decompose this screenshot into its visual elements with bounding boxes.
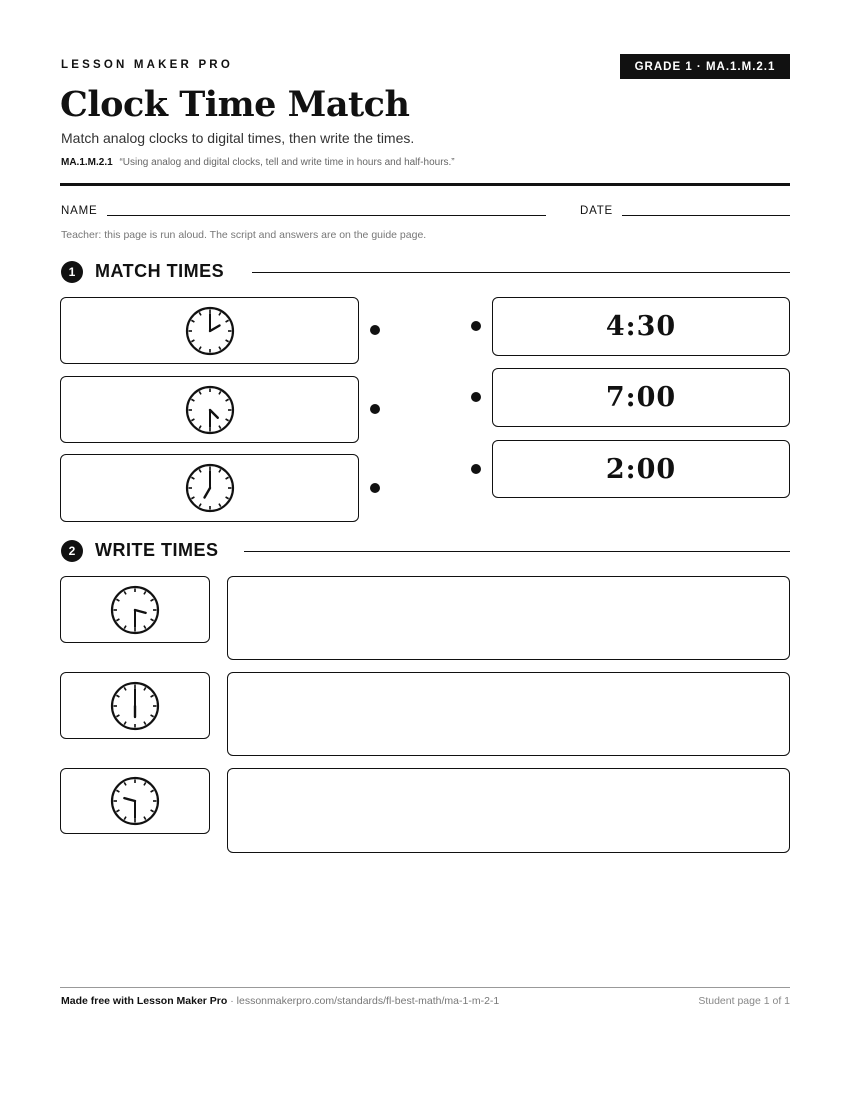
section-number-badge: 1 (61, 261, 83, 283)
page-indicator: Student page 1 of 1 (698, 995, 790, 1007)
match-dot-left[interactable] (370, 483, 380, 493)
section-number-badge: 2 (61, 540, 83, 562)
standard-text: “Using analog and digital clocks, tell and write time in hours and half-hours.” (119, 157, 455, 168)
standard-line (61, 157, 455, 168)
analog-clock-card[interactable] (60, 376, 359, 443)
brand-name: LESSON MAKER PRO (61, 59, 233, 71)
analog-clock-card (60, 768, 210, 834)
date-label: DATE (580, 205, 614, 217)
analog-clock-icon (110, 776, 160, 826)
footer-credit (61, 995, 499, 1007)
match-dot-right[interactable] (471, 464, 481, 474)
analog-clock-icon (185, 463, 235, 513)
analog-clock-card (60, 672, 210, 739)
header-divider (60, 183, 790, 186)
analog-clock-card (60, 576, 210, 643)
section-divider (252, 272, 790, 273)
grade-badge: GRADE 1 · MA.1.M.2.1 (620, 54, 790, 79)
analog-clock-card[interactable] (60, 454, 359, 522)
match-dot-right[interactable] (471, 321, 481, 331)
analog-clock-icon (110, 585, 160, 635)
teacher-note: Teacher: this page is run aloud. The script and answers are on the guide page. (61, 229, 427, 241)
digital-time-card[interactable]: 2:00 (492, 440, 790, 498)
analog-clock-icon (185, 385, 235, 435)
page-subtitle: Match analog clocks to digital times, then write the times. (61, 130, 415, 146)
digital-time-card[interactable]: 7:00 (492, 368, 790, 427)
standard-code: MA.1.M.2.1 (61, 157, 113, 168)
analog-clock-card[interactable] (60, 297, 359, 364)
footer-separator: · (227, 995, 237, 1007)
date-field[interactable] (622, 215, 790, 216)
answer-box[interactable] (227, 672, 790, 756)
section-title-write-times: WRITE TIMES (95, 540, 219, 560)
analog-clock-icon (110, 681, 160, 731)
match-dot-right[interactable] (471, 392, 481, 402)
analog-clock-icon (185, 306, 235, 356)
answer-box[interactable] (227, 768, 790, 853)
section-title-match-times: MATCH TIMES (95, 261, 225, 281)
page-title: Clock Time Match (60, 84, 410, 125)
name-field[interactable] (107, 215, 546, 216)
footer-divider (60, 987, 790, 988)
match-dot-left[interactable] (370, 404, 380, 414)
footer-made-by: Made free with Lesson Maker Pro (61, 995, 228, 1007)
match-dot-left[interactable] (370, 325, 380, 335)
name-label: NAME (61, 205, 98, 217)
section-divider (244, 551, 790, 552)
footer-url[interactable]: lessonmakerpro.com/standards/fl-best-math/ma-1-m-2-1 (236, 995, 500, 1007)
answer-box[interactable] (227, 576, 790, 660)
digital-time-card[interactable]: 4:30 (492, 297, 790, 356)
